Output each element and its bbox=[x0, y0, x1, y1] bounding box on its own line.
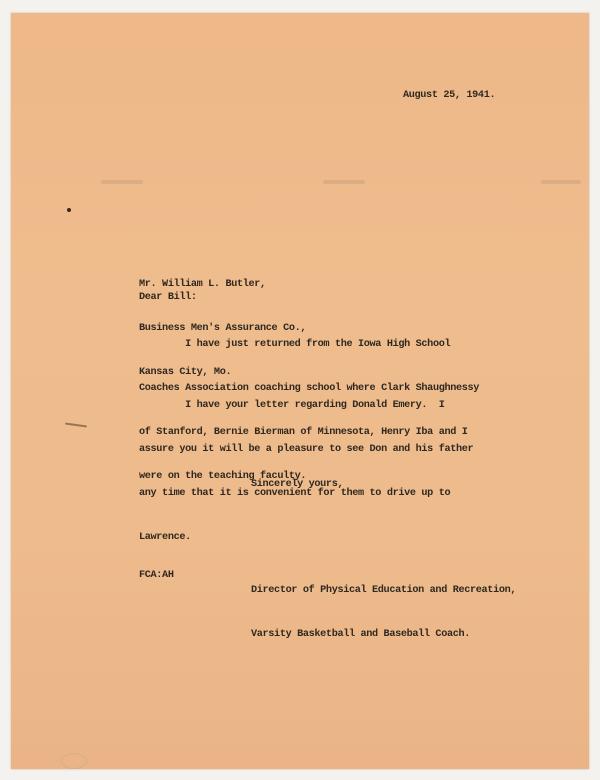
body-line: any time that it is convenient for them to drive up to bbox=[139, 487, 451, 499]
body-line: I have your letter regarding Donald Emery. I bbox=[139, 400, 445, 412]
title-line: Varsity Basketball and Baseball Coach. bbox=[251, 628, 471, 640]
body-line: Lawrence. bbox=[139, 531, 191, 543]
recipient-line: Kansas City, Mo. bbox=[139, 366, 232, 378]
faded-mark bbox=[541, 180, 581, 184]
reference-initials: FCA:AH bbox=[139, 570, 174, 581]
closing: Sincerely yours, bbox=[251, 479, 344, 490]
title-line: Director of Physical Education and Recreation, bbox=[251, 585, 517, 597]
salutation: Dear Bill: bbox=[139, 292, 197, 303]
faded-mark bbox=[323, 180, 365, 184]
ink-dot bbox=[67, 208, 71, 212]
paper-stain bbox=[61, 753, 87, 769]
body-line: were on the teaching faculty. bbox=[139, 470, 307, 482]
pencil-mark bbox=[65, 422, 87, 427]
letter-page bbox=[11, 13, 589, 769]
recipient-line: Business Men's Assurance Co., bbox=[139, 322, 307, 334]
body-line: I have just returned from the Iowa High School bbox=[139, 339, 451, 351]
letter-date: August 25, 1941. bbox=[403, 90, 496, 101]
body-paragraph-2 bbox=[139, 370, 473, 574]
body-line: of Stanford, Bernie Bierman of Minnesota, Henry Iba and I bbox=[139, 426, 468, 438]
body-line: Coaches Association coaching school where Clark Shaughnessy bbox=[139, 382, 480, 394]
body-line: assure you it will be a pleasure to see Don and his father bbox=[139, 443, 474, 455]
faded-mark bbox=[101, 180, 143, 184]
signature-title bbox=[251, 555, 516, 672]
recipient-line: Mr. William L. Butler, bbox=[139, 279, 266, 291]
